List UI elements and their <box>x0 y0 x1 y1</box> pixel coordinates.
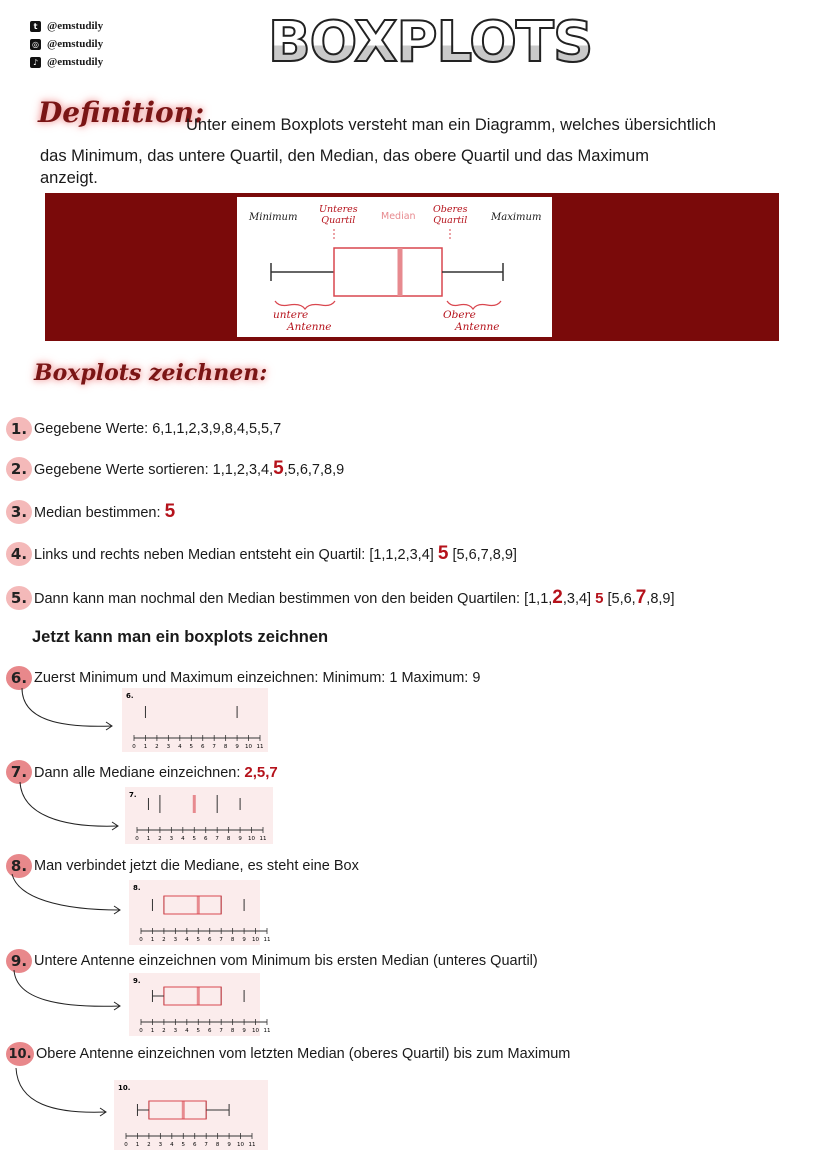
axis-tick-label: 3 <box>158 1142 163 1148</box>
axis-tick-label: 4 <box>170 1142 174 1148</box>
label-maximum: Maximum <box>491 212 542 223</box>
curved-arrow-icon <box>20 782 118 826</box>
axis-tick-label: 11 <box>263 937 271 943</box>
step-7: 7. Dann alle Mediane einzeichnen: 2,5,7 <box>6 760 278 784</box>
instagram-icon: ◎ <box>30 39 41 50</box>
axis-tick-label: 8 <box>226 836 231 842</box>
social-handle: @emstudily <box>47 20 104 32</box>
panel-label: 9. <box>133 977 141 985</box>
panel-label: 8. <box>133 884 141 892</box>
page-title: BOXPLOTS <box>268 10 593 75</box>
axis-tick-label: 0 <box>139 937 143 943</box>
axis-tick-label: 9 <box>238 836 242 842</box>
step-1: 1. Gegebene Werte: 6,1,1,2,3,9,8,4,5,5,7 <box>6 417 281 441</box>
axis-tick-label: 9 <box>242 1028 246 1034</box>
panel-label: 7. <box>129 791 137 799</box>
definition-line-3: anzeigt. <box>40 169 98 187</box>
axis-tick-label: 7 <box>204 1142 208 1148</box>
axis-tick-label: 11 <box>248 1142 256 1148</box>
axis-tick-label: 3 <box>169 836 174 842</box>
axis-tick-label: 0 <box>132 744 136 750</box>
axis-tick-label: 10 <box>252 937 260 943</box>
step-6: 6. Zuerst Minimum und Maximum einzeichnen: Minimum: 1 Maximum: 9 <box>6 666 480 690</box>
axis-tick-label: 5 <box>189 744 194 750</box>
axis-tick-label: 8 <box>215 1142 220 1148</box>
curved-arrow-icon <box>14 970 120 1006</box>
axis-tick-label: 8 <box>230 937 235 943</box>
step-3: 3. Median bestimmen: 5 <box>6 500 175 524</box>
step-2: 2. Gegebene Werte sortieren: 1,1,2,3,4,5,5,6,7,8,9 <box>6 457 344 481</box>
label-upper-quartile: Oberes Quartil <box>433 204 468 226</box>
axis-tick-label: 6 <box>200 744 205 750</box>
axis-tick-label: 2 <box>155 744 159 750</box>
label-lower-quartile: Unteres Quartil <box>319 204 358 226</box>
axis-tick-label: 2 <box>158 836 162 842</box>
axis-tick-label: 2 <box>147 1142 151 1148</box>
tiktok-icon: t <box>30 21 41 32</box>
label-lower-whisker: untere Antenne <box>273 309 332 333</box>
curved-arrow-icon <box>16 1068 106 1112</box>
axis-tick-label: 5 <box>181 1142 186 1148</box>
axis-tick-label: 7 <box>212 744 216 750</box>
definition-heading: Definition: <box>38 96 205 129</box>
axis-tick-label: 1 <box>150 937 155 943</box>
step-4: 4. Links und rechts neben Median entsteht ein Quartil: [1,1,2,3,4] 5 [5,6,7,8,9] <box>6 542 517 566</box>
panel-label: 10. <box>118 1084 131 1092</box>
axis-tick-label: 7 <box>219 937 223 943</box>
step-8: 8. Man verbindet jetzt die Mediane, es steht eine Box <box>6 854 359 878</box>
axis-tick-label: 10 <box>248 836 256 842</box>
axis-tick-label: 11 <box>263 1028 271 1034</box>
axis-tick-label: 4 <box>181 836 185 842</box>
step-10: 10. Obere Antenne einzeichnen vom letzten Median (oberes Quartil) bis zum Maximum <box>6 1042 570 1066</box>
axis-tick-label: 1 <box>143 744 148 750</box>
label-median: Median <box>381 211 416 222</box>
axis-tick-label: 2 <box>162 1028 166 1034</box>
label-minimum: Minimum <box>249 212 298 223</box>
axis-tick-label: 10 <box>252 1028 260 1034</box>
axis-tick-label: 3 <box>173 1028 178 1034</box>
axis-tick-label: 10 <box>237 1142 245 1148</box>
axis-tick-label: 11 <box>259 836 267 842</box>
axis-tick-label: 4 <box>185 1028 189 1034</box>
axis-tick-label: 6 <box>207 1028 212 1034</box>
step-9: 9. Untere Antenne einzeichnen vom Minimum bis ersten Median (unteres Quartil) <box>6 949 538 973</box>
axis-tick-label: 2 <box>162 937 166 943</box>
axis-tick-label: 5 <box>196 937 201 943</box>
axis-tick-label: 10 <box>245 744 253 750</box>
axis-tick-label: 11 <box>256 744 264 750</box>
panel-label: 6. <box>126 692 134 700</box>
axis-tick-label: 3 <box>166 744 171 750</box>
label-upper-whisker: Obere Antenne <box>443 309 500 333</box>
curved-arrow-icon <box>12 874 120 910</box>
axis-tick-label: 3 <box>173 937 178 943</box>
step-5: 5. Dann kann man nochmal den Median bestimmen von den beiden Quartilen: [1,1,2,3,4] 5 [5,6,7,8,9] <box>6 586 675 610</box>
axis-tick-label: 5 <box>196 1028 201 1034</box>
subheading: Jetzt kann man ein boxplots zeichnen <box>32 628 329 646</box>
definition-line-1: Unter einem Boxplots versteht man ein Diagramm, welches übersichtlich <box>186 116 717 134</box>
axis-tick-label: 1 <box>150 1028 155 1034</box>
axis-tick-label: 6 <box>207 937 212 943</box>
axis-tick-label: 1 <box>146 836 151 842</box>
axis-tick-label: 6 <box>192 1142 197 1148</box>
curved-arrow-icon <box>22 688 112 726</box>
axis-tick-label: 7 <box>215 836 219 842</box>
axis-tick-label: 8 <box>223 744 228 750</box>
axis-tick-label: 0 <box>135 836 139 842</box>
axis-tick-label: 4 <box>185 937 189 943</box>
axis-tick-label: 5 <box>192 836 197 842</box>
definition-line-2: das Minimum, das untere Quartil, den Median, das obere Quartil und das Maximum <box>40 147 649 165</box>
axis-tick-label: 9 <box>235 744 239 750</box>
axis-tick-label: 7 <box>219 1028 223 1034</box>
axis-tick-label: 1 <box>135 1142 140 1148</box>
section-heading: Boxplots zeichnen: <box>34 360 268 386</box>
axis-tick-label: 8 <box>230 1028 235 1034</box>
axis-tick-label: 9 <box>242 937 246 943</box>
social-handle: @emstudily <box>47 38 104 50</box>
axis-tick-label: 0 <box>124 1142 128 1148</box>
axis-tick-label: 6 <box>203 836 208 842</box>
social-handle: @emstudily <box>47 56 104 68</box>
axis-tick-label: 9 <box>227 1142 231 1148</box>
tiktok-icon: ♪ <box>30 57 41 68</box>
axis-tick-label: 0 <box>139 1028 143 1034</box>
axis-tick-label: 4 <box>178 744 182 750</box>
